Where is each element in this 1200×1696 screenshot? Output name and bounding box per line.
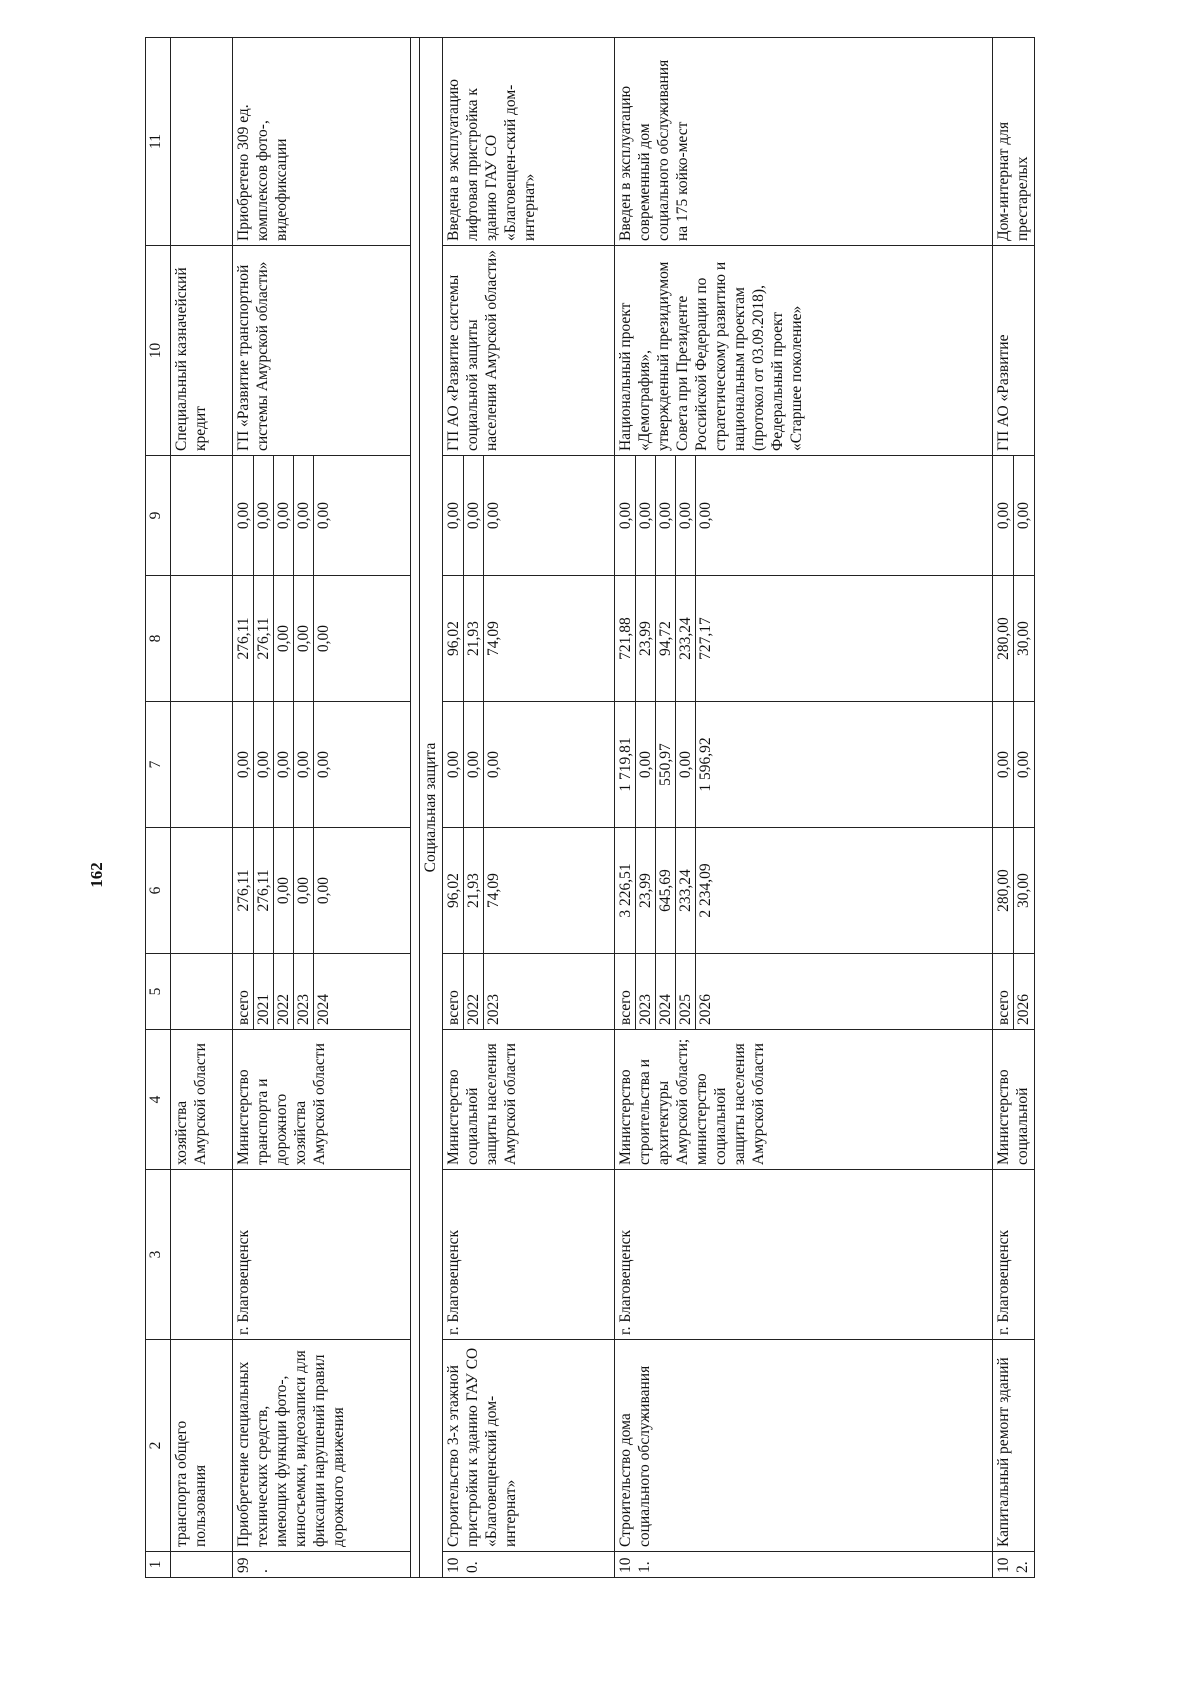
value-cell: 276,11 <box>234 828 254 953</box>
continuation-program: Специальный казначейский кредит <box>171 246 233 456</box>
year-cell: 2026 <box>697 994 714 1025</box>
value-cell: 0,00 <box>315 624 332 653</box>
value-cell: 3 226,51 <box>616 828 636 953</box>
row-name: Капитальный ремонт зданий <box>993 1340 1035 1552</box>
value-cell: 0,00 <box>315 876 332 905</box>
value-cell: 0,00 <box>444 456 464 575</box>
value-cell: 30,00 <box>1015 873 1032 908</box>
year-cell: 2022 <box>464 954 484 1029</box>
value-cell: 0,00 <box>315 750 332 779</box>
value-cell: 276,11 <box>254 576 274 701</box>
header-cell: 9 <box>146 456 171 576</box>
page-number: 162 <box>87 862 106 888</box>
row-years <box>615 954 993 1030</box>
row-col9 <box>993 456 1035 576</box>
value-cell: 0,00 <box>994 456 1014 575</box>
value-cell: 0,00 <box>274 828 294 953</box>
row-col8 <box>233 576 411 702</box>
section-row <box>420 38 443 1578</box>
header-cell: 1 <box>146 1552 171 1578</box>
row-col9 <box>443 456 615 576</box>
value-cell: 0,00 <box>485 501 502 530</box>
year-cell: 2023 <box>636 954 656 1029</box>
row-result: Введен в эксплуатацию современный дом социального обслуживания на 175 койко-мест <box>615 38 993 246</box>
row-result: Введена в эксплуатацию лифтовая пристройка к зданию ГАУ СО «Благовещен-ский дом-интернат» <box>443 38 615 246</box>
row-place: г. Благовещенск <box>993 1170 1035 1340</box>
row-name: Строительство дома социального обслуживания <box>615 1340 993 1552</box>
table-row <box>233 38 411 1578</box>
value-cell: 280,00 <box>994 828 1014 953</box>
year-cell: 2023 <box>294 954 314 1029</box>
row-col7 <box>443 702 615 828</box>
header-cell: 8 <box>146 576 171 702</box>
value-cell: 0,00 <box>616 456 636 575</box>
row-org: Министерство строительства и архитектуры Амурской области; министерство социальной защиты населения Амурской области <box>615 1030 993 1170</box>
header-cell: 6 <box>146 828 171 954</box>
continuation-name: транспорта общего пользования <box>171 1340 233 1552</box>
value-cell: 0,00 <box>254 702 274 827</box>
value-cell: 0,00 <box>636 702 656 827</box>
value-cell: 233,24 <box>676 576 696 701</box>
value-cell: 727,17 <box>697 617 714 660</box>
value-cell: 0,00 <box>294 576 314 701</box>
value-cell: 0,00 <box>636 456 656 575</box>
table-row <box>443 38 615 1578</box>
continuation-row <box>171 38 233 1578</box>
row-col8 <box>993 576 1035 702</box>
value-cell: 23,99 <box>636 576 656 701</box>
value-cell: 0,00 <box>274 576 294 701</box>
row-result: Приобретено 309 ед. комплексов фото-, видеофиксации <box>233 38 411 246</box>
row-col8 <box>615 576 993 702</box>
value-cell: 0,00 <box>294 456 314 575</box>
value-cell: 280,00 <box>994 576 1014 701</box>
value-cell: 0,00 <box>444 702 464 827</box>
row-col7 <box>615 702 993 828</box>
value-cell: 0,00 <box>1015 750 1032 779</box>
year-cell: 2024 <box>315 994 332 1025</box>
row-program: ГП АО «Развитие <box>993 246 1035 456</box>
row-result: Дом-интернат для престарелых <box>993 38 1035 246</box>
value-cell: 0,00 <box>676 456 696 575</box>
value-cell: 74,09 <box>485 873 502 908</box>
year-cell: 2026 <box>1015 994 1032 1025</box>
row-col7 <box>233 702 411 828</box>
row-place: г. Благовещенск <box>615 1170 993 1340</box>
row-col7 <box>993 702 1035 828</box>
value-cell: 74,09 <box>485 621 502 656</box>
row-program: ГП «Развитие транспортной системы Амурской области» <box>233 246 411 456</box>
row-org: Министерство транспорта и дорожного хозяйства Амурской области <box>233 1030 411 1170</box>
value-cell: 0,00 <box>274 456 294 575</box>
value-cell: 0,00 <box>254 456 274 575</box>
year-cell: 2024 <box>656 954 676 1029</box>
row-col6 <box>993 828 1035 954</box>
value-cell: 21,93 <box>464 576 484 701</box>
value-cell: 0,00 <box>464 456 484 575</box>
value-cell: 94,72 <box>656 576 676 701</box>
row-name: Приобретение специальных технических средств, имеющих функции фото-, киносъемки, видеозаписи для фиксации нарушений правил дорожного движения <box>233 1340 411 1552</box>
row-col6 <box>443 828 615 954</box>
spacer-row <box>411 38 420 1578</box>
value-cell: 0,00 <box>464 702 484 827</box>
section-title: Социальная защита <box>420 38 443 1578</box>
row-program: Национальный проект «Демография», утвержденный президиумом Совета при Президенте Российской Федерации по стратегическому развитию и национальным проектам (протокол от 03.09.2018), Федеральный проект «Старшее поколение» <box>615 246 993 456</box>
year-cell: 2022 <box>274 954 294 1029</box>
value-cell: 276,11 <box>254 828 274 953</box>
value-cell: 0,00 <box>676 702 696 827</box>
row-org: Министерство социальной защиты населения Амурской области <box>443 1030 615 1170</box>
value-cell: 233,24 <box>676 828 696 953</box>
value-cell: 645,69 <box>656 828 676 953</box>
value-cell: 0,00 <box>656 456 676 575</box>
header-cell: 4 <box>146 1030 171 1170</box>
header-cell: 5 <box>146 954 171 1030</box>
year-cell: 2025 <box>676 954 696 1029</box>
year-cell: 2021 <box>254 954 274 1029</box>
value-cell: 550,97 <box>656 702 676 827</box>
row-place: г. Благовещенск <box>443 1170 615 1340</box>
year-cell: 2023 <box>485 994 502 1025</box>
program-table <box>145 37 1035 1578</box>
value-cell: 0,00 <box>294 828 314 953</box>
value-cell: 96,02 <box>444 828 464 953</box>
value-cell: 23,99 <box>636 828 656 953</box>
value-cell: 0,00 <box>294 702 314 827</box>
value-cell: 2 234,09 <box>697 863 714 918</box>
row-program: ГП АО «Развитие системы социальной защиты населения Амурской области» <box>443 246 615 456</box>
value-cell: 1 596,92 <box>697 737 714 792</box>
year-cell: всего <box>616 954 636 1029</box>
value-cell: 276,11 <box>234 576 254 701</box>
row-years <box>993 954 1035 1030</box>
value-cell: 96,02 <box>444 576 464 701</box>
row-col9 <box>233 456 411 576</box>
header-cell: 11 <box>146 38 171 246</box>
value-cell: 0,00 <box>234 456 254 575</box>
header-cell: 7 <box>146 702 171 828</box>
row-org: Министерство социальной <box>993 1030 1035 1170</box>
header-cell: 3 <box>146 1170 171 1340</box>
year-cell: всего <box>994 954 1014 1029</box>
row-number: 100. <box>443 1552 615 1578</box>
value-cell: 0,00 <box>697 501 714 530</box>
value-cell: 30,00 <box>1015 621 1032 656</box>
row-col6 <box>233 828 411 954</box>
row-number: 101. <box>615 1552 993 1578</box>
value-cell: 0,00 <box>485 750 502 779</box>
header-cell: 2 <box>146 1340 171 1552</box>
row-years <box>443 954 615 1030</box>
value-cell: 721,88 <box>616 576 636 701</box>
rotated-page-content <box>145 38 1145 1578</box>
header-row <box>146 38 171 1578</box>
year-cell: всего <box>234 954 254 1029</box>
value-cell: 0,00 <box>234 702 254 827</box>
continuation-org: хозяйства Амурской области <box>171 1030 233 1170</box>
row-years <box>233 954 411 1030</box>
value-cell: 0,00 <box>1015 501 1032 530</box>
row-place: г. Благовещенск <box>233 1170 411 1340</box>
row-col8 <box>443 576 615 702</box>
value-cell: 21,93 <box>464 828 484 953</box>
row-col6 <box>615 828 993 954</box>
row-col9 <box>615 456 993 576</box>
row-name: Строительство 3-х этажной пристройки к зданию ГАУ СО «Благовещенский дом-интернат» <box>443 1340 615 1552</box>
value-cell: 0,00 <box>274 702 294 827</box>
header-cell: 10 <box>146 246 171 456</box>
value-cell: 1 719,81 <box>616 702 636 827</box>
value-cell: 0,00 <box>994 702 1014 827</box>
row-number: 102. <box>993 1552 1035 1578</box>
year-cell: всего <box>444 954 464 1029</box>
table-row <box>615 38 993 1578</box>
row-number: 99. <box>233 1552 411 1578</box>
table-row <box>993 38 1035 1578</box>
value-cell: 0,00 <box>315 501 332 530</box>
